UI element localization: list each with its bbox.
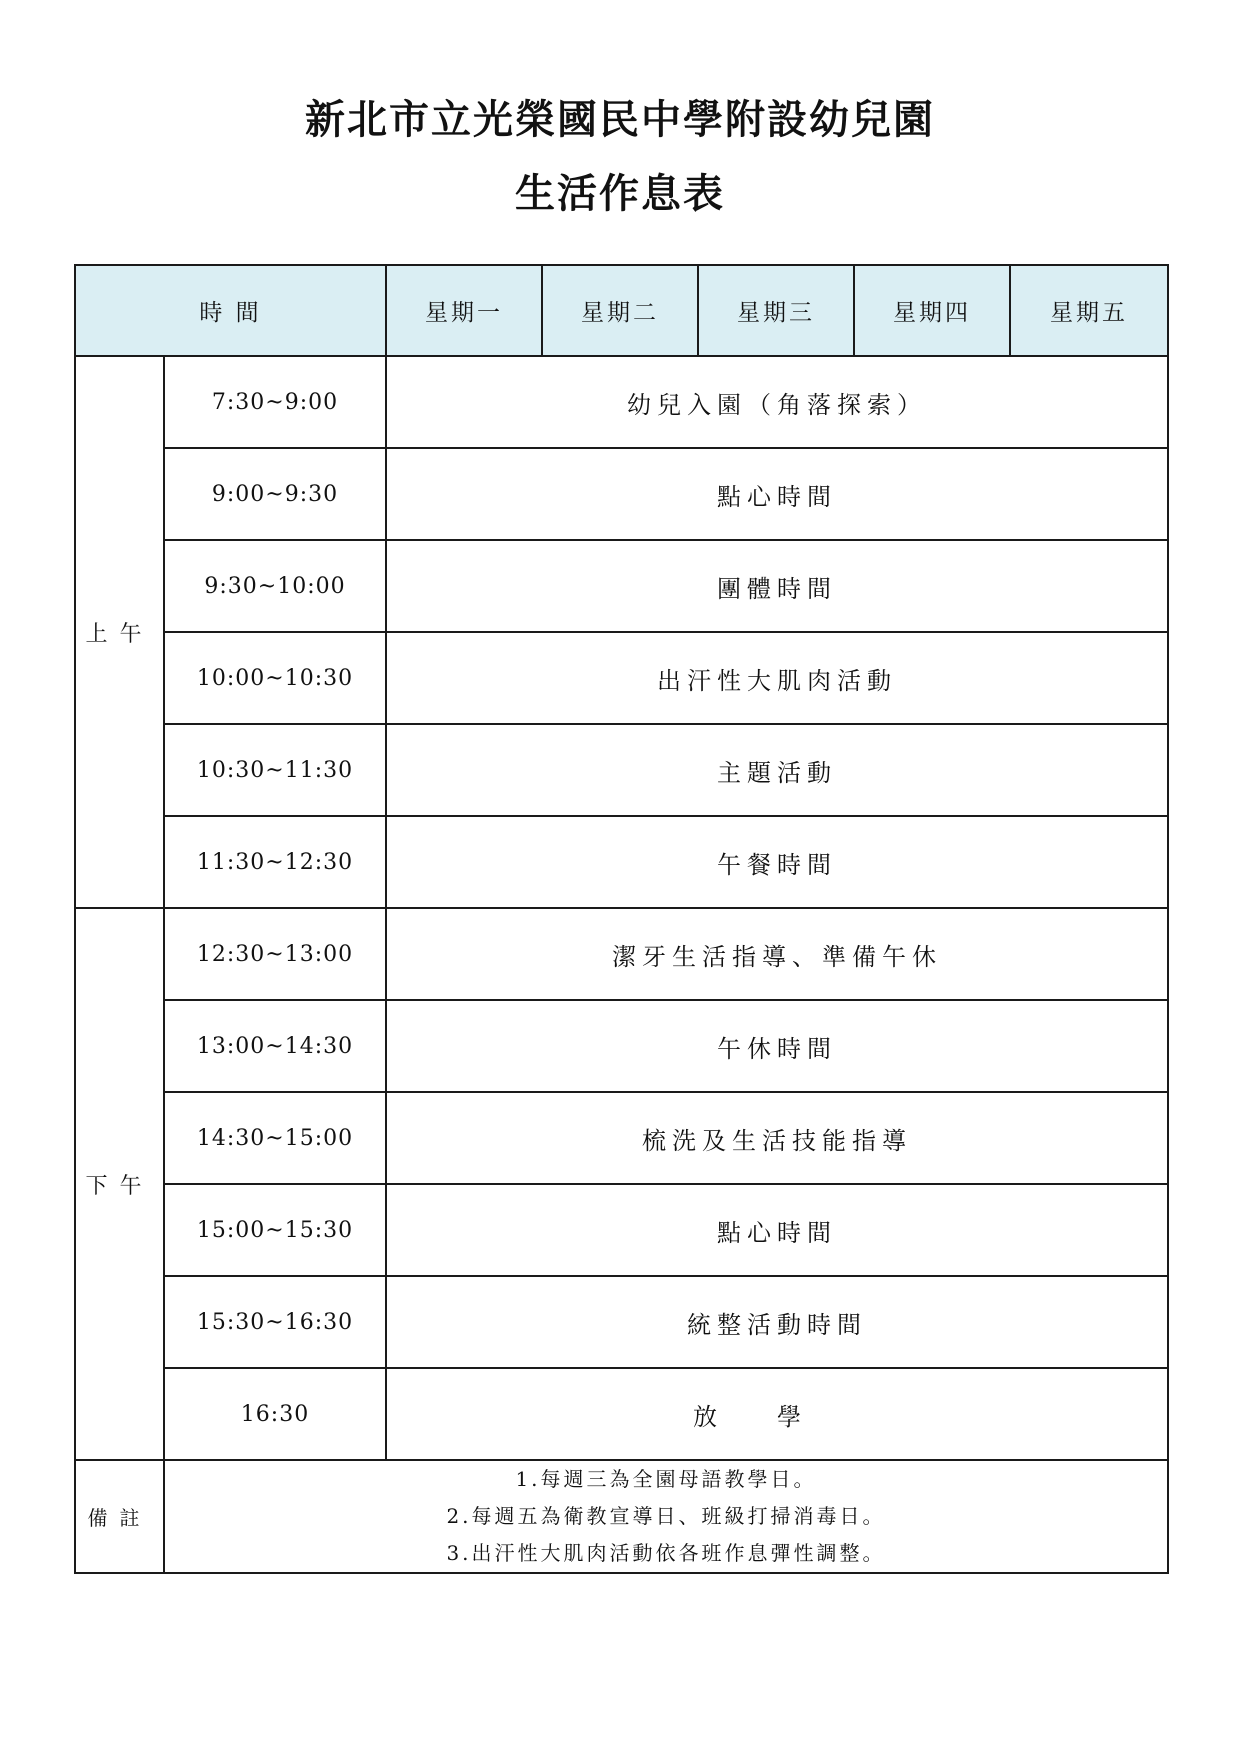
time-cell: 12:30~13:00 <box>164 908 386 1000</box>
note-item: 3.出汗性大肌肉活動依各班作息彈性調整。 <box>446 1541 886 1565</box>
table-header-row <box>75 265 1168 356</box>
activity-cell: 主題活動 <box>386 724 1168 816</box>
page-title: 生活作息表 <box>515 171 725 217</box>
table-row <box>75 1092 1168 1184</box>
activity-cell: 幼兒入園（角落探索） <box>386 356 1168 448</box>
table-row <box>75 724 1168 816</box>
time-cell: 13:00~14:30 <box>164 1000 386 1092</box>
activity-cell: 午休時間 <box>386 1000 1168 1092</box>
table-row <box>75 1368 1168 1460</box>
time-header: 時 間 <box>75 265 386 356</box>
day-header-fri: 星期五 <box>1010 265 1168 356</box>
time-cell: 9:00~9:30 <box>164 448 386 540</box>
time-cell: 10:30~11:30 <box>164 724 386 816</box>
day-header-wed: 星期三 <box>698 265 854 356</box>
school-title: 新北市立光榮國民中學附設幼兒園 <box>305 97 935 143</box>
note-item: 2.每週五為衛教宣導日、班級打掃消毒日。 <box>446 1504 886 1528</box>
table-row <box>75 448 1168 540</box>
time-cell: 16:30 <box>164 1368 386 1460</box>
table-row <box>75 908 1168 1000</box>
time-cell: 9:30~10:00 <box>164 540 386 632</box>
table-row <box>75 1184 1168 1276</box>
day-header-thu: 星期四 <box>854 265 1010 356</box>
period-morning: 上午 <box>75 356 164 908</box>
period-afternoon: 下午 <box>75 908 164 1460</box>
notes-label: 備註 <box>75 1460 164 1573</box>
activity-cell: 團體時間 <box>386 540 1168 632</box>
notes-cell <box>164 1460 1168 1573</box>
time-cell: 10:00~10:30 <box>164 632 386 724</box>
time-cell: 11:30~12:30 <box>164 816 386 908</box>
note-item: 1.每週三為全園母語教學日。 <box>515 1467 817 1491</box>
time-cell: 7:30~9:00 <box>164 356 386 448</box>
activity-cell: 潔牙生活指導、準備午休 <box>386 908 1168 1000</box>
table-row <box>75 1276 1168 1368</box>
activity-cell: 統整活動時間 <box>386 1276 1168 1368</box>
table-row <box>75 356 1168 448</box>
table-row <box>75 540 1168 632</box>
activity-cell: 點心時間 <box>386 1184 1168 1276</box>
table-row <box>75 816 1168 908</box>
time-cell: 14:30~15:00 <box>164 1092 386 1184</box>
activity-cell: 點心時間 <box>386 448 1168 540</box>
activity-cell: 放學 <box>386 1368 1168 1460</box>
table-row <box>75 632 1168 724</box>
activity-cell: 梳洗及生活技能指導 <box>386 1092 1168 1184</box>
time-cell: 15:30~16:30 <box>164 1276 386 1368</box>
time-cell: 15:00~15:30 <box>164 1184 386 1276</box>
activity-cell: 午餐時間 <box>386 816 1168 908</box>
activity-cell: 出汗性大肌肉活動 <box>386 632 1168 724</box>
day-header-tue: 星期二 <box>542 265 698 356</box>
table-row <box>75 1000 1168 1092</box>
notes-row <box>75 1460 1168 1573</box>
day-header-mon: 星期一 <box>386 265 542 356</box>
schedule-table <box>74 264 1169 1574</box>
